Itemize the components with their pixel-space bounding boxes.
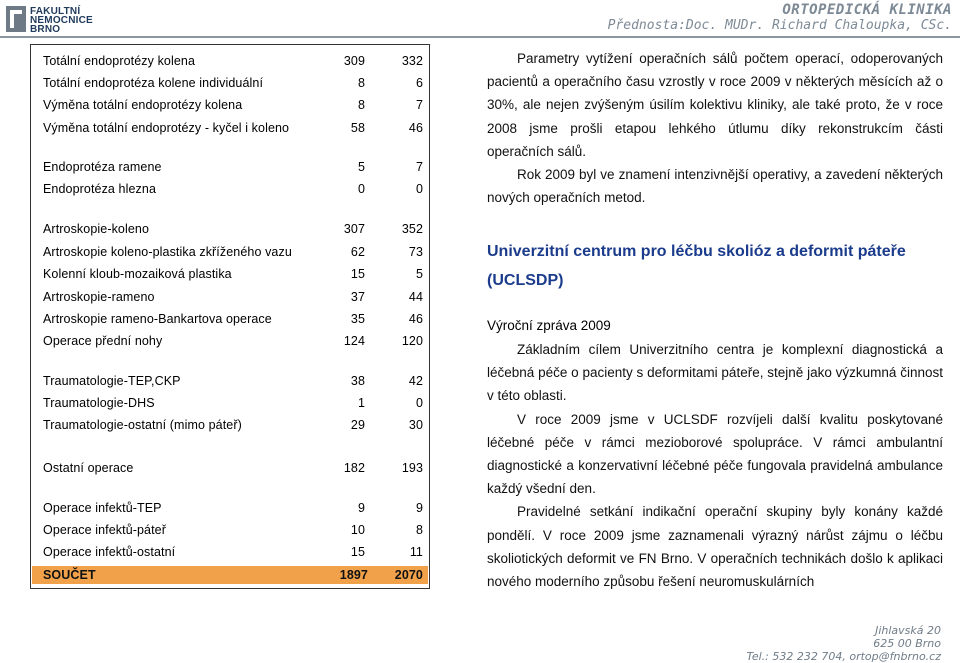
footer-street: Jihlavská 20 — [875, 624, 941, 637]
table-row — [43, 119, 425, 137]
row-value-2009: 5 — [415, 267, 423, 281]
row-label: Endoprotéza hlezna — [43, 182, 156, 196]
operations-table — [30, 44, 430, 589]
row-value-2009: 7 — [415, 160, 423, 174]
row-value-2008: 182 — [343, 461, 365, 475]
row-value-2009: 6 — [415, 76, 423, 90]
table-row — [43, 310, 425, 328]
row-value-2008: 124 — [343, 334, 365, 348]
row-value-2009: 44 — [408, 290, 423, 304]
row-value-2009: 7 — [415, 98, 423, 112]
footer-contact: Tel.: 532 232 704, ortop@fnbrno.cz — [746, 650, 941, 663]
table-row — [43, 416, 425, 434]
clinic-title: ORTOPEDICKÁ KLINIKA — [782, 2, 952, 18]
row-value-2008: 37 — [350, 290, 365, 304]
intro-text — [487, 47, 943, 209]
table-row — [43, 394, 425, 412]
logo-line-2: NEMOCNICE — [30, 15, 93, 26]
table-row — [43, 158, 425, 176]
row-value-2008: 307 — [343, 222, 365, 236]
row-value-2008: 35 — [350, 312, 365, 326]
row-label: Artroskopie-rameno — [43, 290, 155, 304]
row-value-2008: 1 — [357, 396, 365, 410]
row-value-2008: 5 — [357, 160, 365, 174]
logo-mark-icon — [6, 6, 26, 32]
section-heading: Univerzitní centrum pro léčbu skolióz a deformit páteře (UCLSDP) — [487, 243, 906, 289]
row-value-2008: 15 — [350, 545, 365, 559]
row-value-2009: 0 — [415, 396, 423, 410]
contact-footer — [746, 624, 941, 663]
row-label: Traumatologie-TEP,CKP — [43, 374, 181, 388]
row-label: Totální endoprotézy kolena — [43, 54, 196, 68]
row-value-2009: 42 — [408, 374, 423, 388]
table-row — [43, 459, 425, 477]
row-value-2009: 120 — [401, 334, 423, 348]
row-value-2008: 38 — [350, 374, 365, 388]
row-label: Výměna totální endoprotézy kolena — [43, 98, 243, 112]
row-value-2008: 8 — [357, 76, 365, 90]
total-value-2008: 1897 — [339, 568, 368, 582]
table-row — [43, 499, 425, 517]
table-row — [43, 52, 425, 70]
row-value-2008: 9 — [357, 501, 365, 515]
table-row — [43, 288, 425, 306]
row-value-2009: 352 — [401, 222, 423, 236]
table-row — [43, 96, 425, 114]
paragraph-indications: Pravidelné setkání indikační operační skupiny byly konány každé pondělí. V roce 2009 jsme zaznamenali výrazný nárůst zájmu o léčbu skoliotických deformit ve FN Brno. V operačních technikách došlo k aplikaci nového moderního způsobu řešení neuromuskulárních — [487, 504, 943, 590]
annual-report-title: Výroční zpráva 2009 — [487, 318, 611, 333]
row-label: Totální endoprotéza kolene individuální — [43, 76, 264, 90]
footer-city: 625 00 Brno — [873, 637, 941, 650]
table-row — [43, 74, 425, 92]
row-value-2008: 8 — [357, 98, 365, 112]
row-value-2009: 9 — [415, 501, 423, 515]
row-label: Traumatologie-DHS — [43, 396, 155, 410]
total-label: SOUČET — [43, 568, 96, 582]
row-value-2008: 58 — [350, 121, 365, 135]
row-label: Operace infektů-páteř — [43, 523, 166, 537]
row-value-2008: 309 — [343, 54, 365, 68]
row-label: Operace infektů-ostatní — [43, 545, 176, 559]
header-title — [608, 2, 952, 34]
paragraph-care: V roce 2009 jsme v UCLSDF rozvíjeli další kvalitu poskytované léčebné péče v rámci mezioborové spolupráce. V rámci ambulantní diagnostické a konzervativní léčebné péče fungovala pravidelná ambulance každý všední den. — [487, 411, 943, 497]
row-value-2009: 193 — [401, 461, 423, 475]
row-label: Traumatologie-ostatní (mimo páteř) — [43, 418, 242, 432]
row-label: Ostatní operace — [43, 461, 134, 475]
table-row — [43, 265, 425, 283]
row-label: Endoprotéza ramene — [43, 160, 162, 174]
paragraph-operations: Parametry vytížení operačních sálů počtem operací, odoperovaných pacientů a operačního času vzrostly v roce 2009 v některých měsících až o 30%, ale nejen zvýšeným úsilím kolektivu kliniky, ale také proto, že v roce 2008 jsme prošli etapou lehkého útlumu díky rekonstrukcím části operačních sálů. — [487, 51, 943, 159]
table-row — [43, 243, 425, 261]
row-value-2009: 0 — [415, 182, 423, 196]
row-value-2008: 62 — [350, 245, 365, 259]
paragraph-new-methods: Rok 2009 byl ve znamení intenzivnější operativy, a zavedení některých nových operačních metod. — [487, 167, 943, 206]
table-row — [43, 543, 425, 561]
total-row — [32, 566, 428, 584]
row-label: Artroskopie rameno-Bankartova operace — [43, 312, 272, 326]
head-of-clinic: Přednosta:Doc. MUDr. Richard Chaloupka, CSc. — [607, 18, 952, 33]
centre-text — [487, 338, 943, 593]
logo-line-1: FAKULTNÍ — [30, 6, 81, 17]
row-value-2009: 73 — [408, 245, 423, 259]
row-value-2009: 8 — [415, 523, 423, 537]
row-value-2008: 29 — [350, 418, 365, 432]
row-value-2009: 46 — [408, 312, 423, 326]
table-row — [43, 372, 425, 390]
total-value-2009: 2070 — [394, 568, 423, 582]
row-value-2009: 46 — [408, 121, 423, 135]
row-value-2008: 0 — [357, 182, 365, 196]
row-label: Artroskopie-koleno — [43, 222, 150, 236]
row-label: Kolenní kloub-mozaiková plastika — [43, 267, 232, 281]
row-value-2009: 332 — [401, 54, 423, 68]
table-row — [43, 220, 425, 238]
row-label: Operace přední nohy — [43, 334, 163, 348]
logo-line-3: BRNO — [30, 24, 61, 35]
row-label: Operace infektů-TEP — [43, 501, 162, 515]
row-value-2009: 11 — [409, 545, 423, 559]
row-label: Artroskopie koleno-plastika zkříženého vazu — [43, 245, 292, 259]
hospital-logo — [6, 6, 124, 34]
table-row — [43, 332, 425, 350]
table-row — [43, 180, 425, 198]
row-value-2008: 10 — [350, 523, 365, 537]
row-value-2009: 30 — [408, 418, 423, 432]
logo-text — [30, 7, 93, 34]
header-divider — [0, 36, 960, 38]
table-row — [43, 521, 425, 539]
row-value-2008: 15 — [350, 267, 365, 281]
row-label: Výměna totální endoprotézy - kyčel i koleno — [43, 121, 290, 135]
paragraph-centre-goal: Základním cílem Univerzitního centra je komplexní diagnostická a léčebná péče o pacienty s deformitami páteře, stejně jako výzkumná činnost v této oblasti. — [487, 342, 943, 404]
